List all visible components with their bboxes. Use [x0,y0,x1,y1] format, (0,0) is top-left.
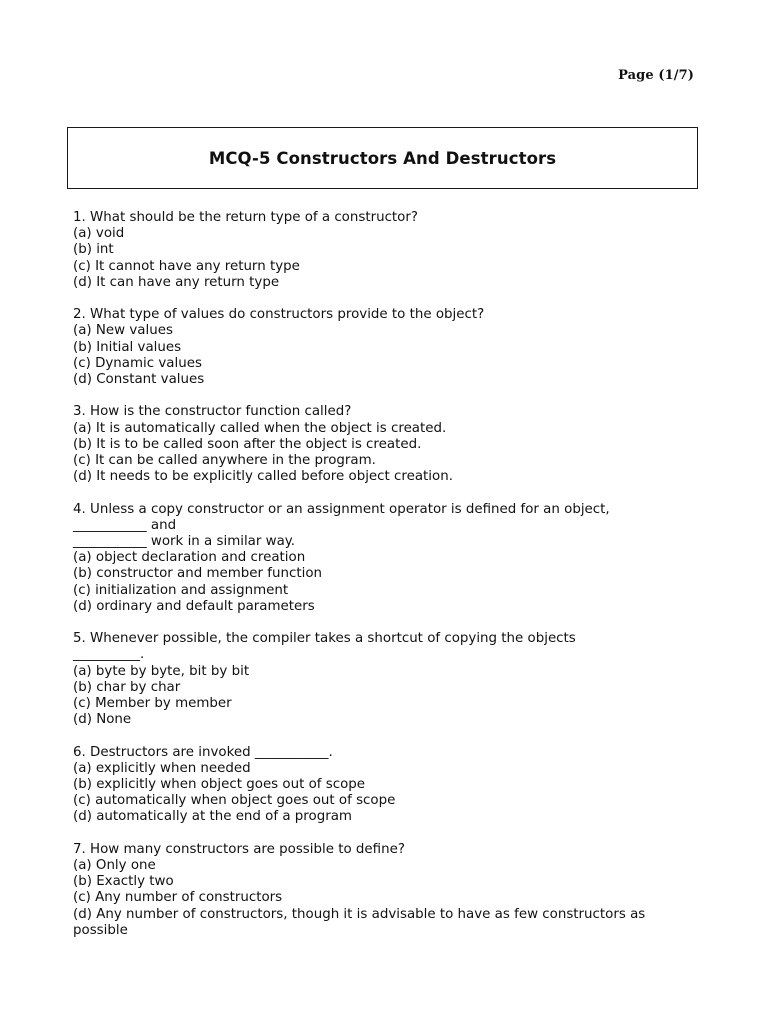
answer-option-d: (d) ordinary and default parameters [73,598,315,614]
question-text: 7. How many constructors are possible to define? [73,841,405,857]
answer-option-a: (a) object declaration and creation [73,550,306,566]
answer-option-d: (d) Constant values [73,372,205,388]
answer-option-d: (d) It needs to be explicitly called before object creation. [73,469,453,485]
answer-option-a: (a) New values [73,323,173,339]
answer-option-b: (b) It is to be called soon after the object is created. [73,436,422,452]
answer-option-d: (d) It can have any return type [73,274,280,290]
question-6 [73,745,703,826]
answer-option-c: (c) Dynamic values [73,355,202,371]
page-number: Page (1/7) [618,68,694,83]
document-title: MCQ-5 Constructors And Destructors [208,148,557,168]
answer-option-a: (a) Only one [73,858,156,874]
question-text: 3. How is the constructor function called? [73,404,352,420]
question-text-blank-2: ___________ work in a similar way. [73,534,296,550]
answer-option-c: (c) Member by member [73,696,232,712]
question-list [73,210,703,955]
answer-option-c: (c) It can be called anywhere in the program. [73,453,376,469]
answer-option-b: (b) constructor and member function [73,566,323,582]
question-5 [73,631,703,728]
answer-option-c: (c) automatically when object goes out of scope [73,793,396,809]
answer-option-b: (b) Exactly two [73,874,174,890]
question-3 [73,404,703,485]
answer-option-d-continued: possible [73,922,128,938]
title-box [67,127,698,189]
question-text: 1. What should be the return type of a constructor? [73,210,418,225]
answer-option-a: (a) byte by byte, bit by bit [73,663,250,679]
answer-option-d: (d) automatically at the end of a program [73,809,352,825]
answer-option-a: (a) void [73,226,125,242]
answer-option-b: (b) char by char [73,679,181,695]
answer-option-d: (d) Any number of constructors, though it is advisable to have as few constructors as [73,906,646,922]
question-1 [73,210,703,291]
answer-option-b: (b) int [73,242,114,258]
answer-option-c: (c) It cannot have any return type [73,258,300,274]
answer-option-a: (a) It is automatically called when the object is created. [73,420,447,436]
question-text-blank-1: ___________ and [73,517,177,533]
answer-option-c: (c) Any number of constructors [73,890,283,906]
answer-option-a: (a) explicitly when needed [73,760,251,776]
question-text-blank: __________. [73,647,145,663]
answer-option-b: (b) explicitly when object goes out of scope [73,777,366,793]
question-text: 2. What type of values do constructors provide to the object? [73,307,485,323]
answer-option-b: (b) Initial values [73,339,182,355]
question-text: 4. Unless a copy constructor or an assignment operator is defined for an object, [73,501,610,517]
question-text: 5. Whenever possible, the compiler takes a shortcut of copying the objects [73,631,576,647]
question-text: 6. Destructors are invoked ___________. [73,744,333,760]
question-7 [73,842,703,939]
question-4 [73,502,703,615]
question-2 [73,307,703,388]
answer-option-c: (c) initialization and assignment [73,582,289,598]
answer-option-d: (d) None [73,712,132,728]
